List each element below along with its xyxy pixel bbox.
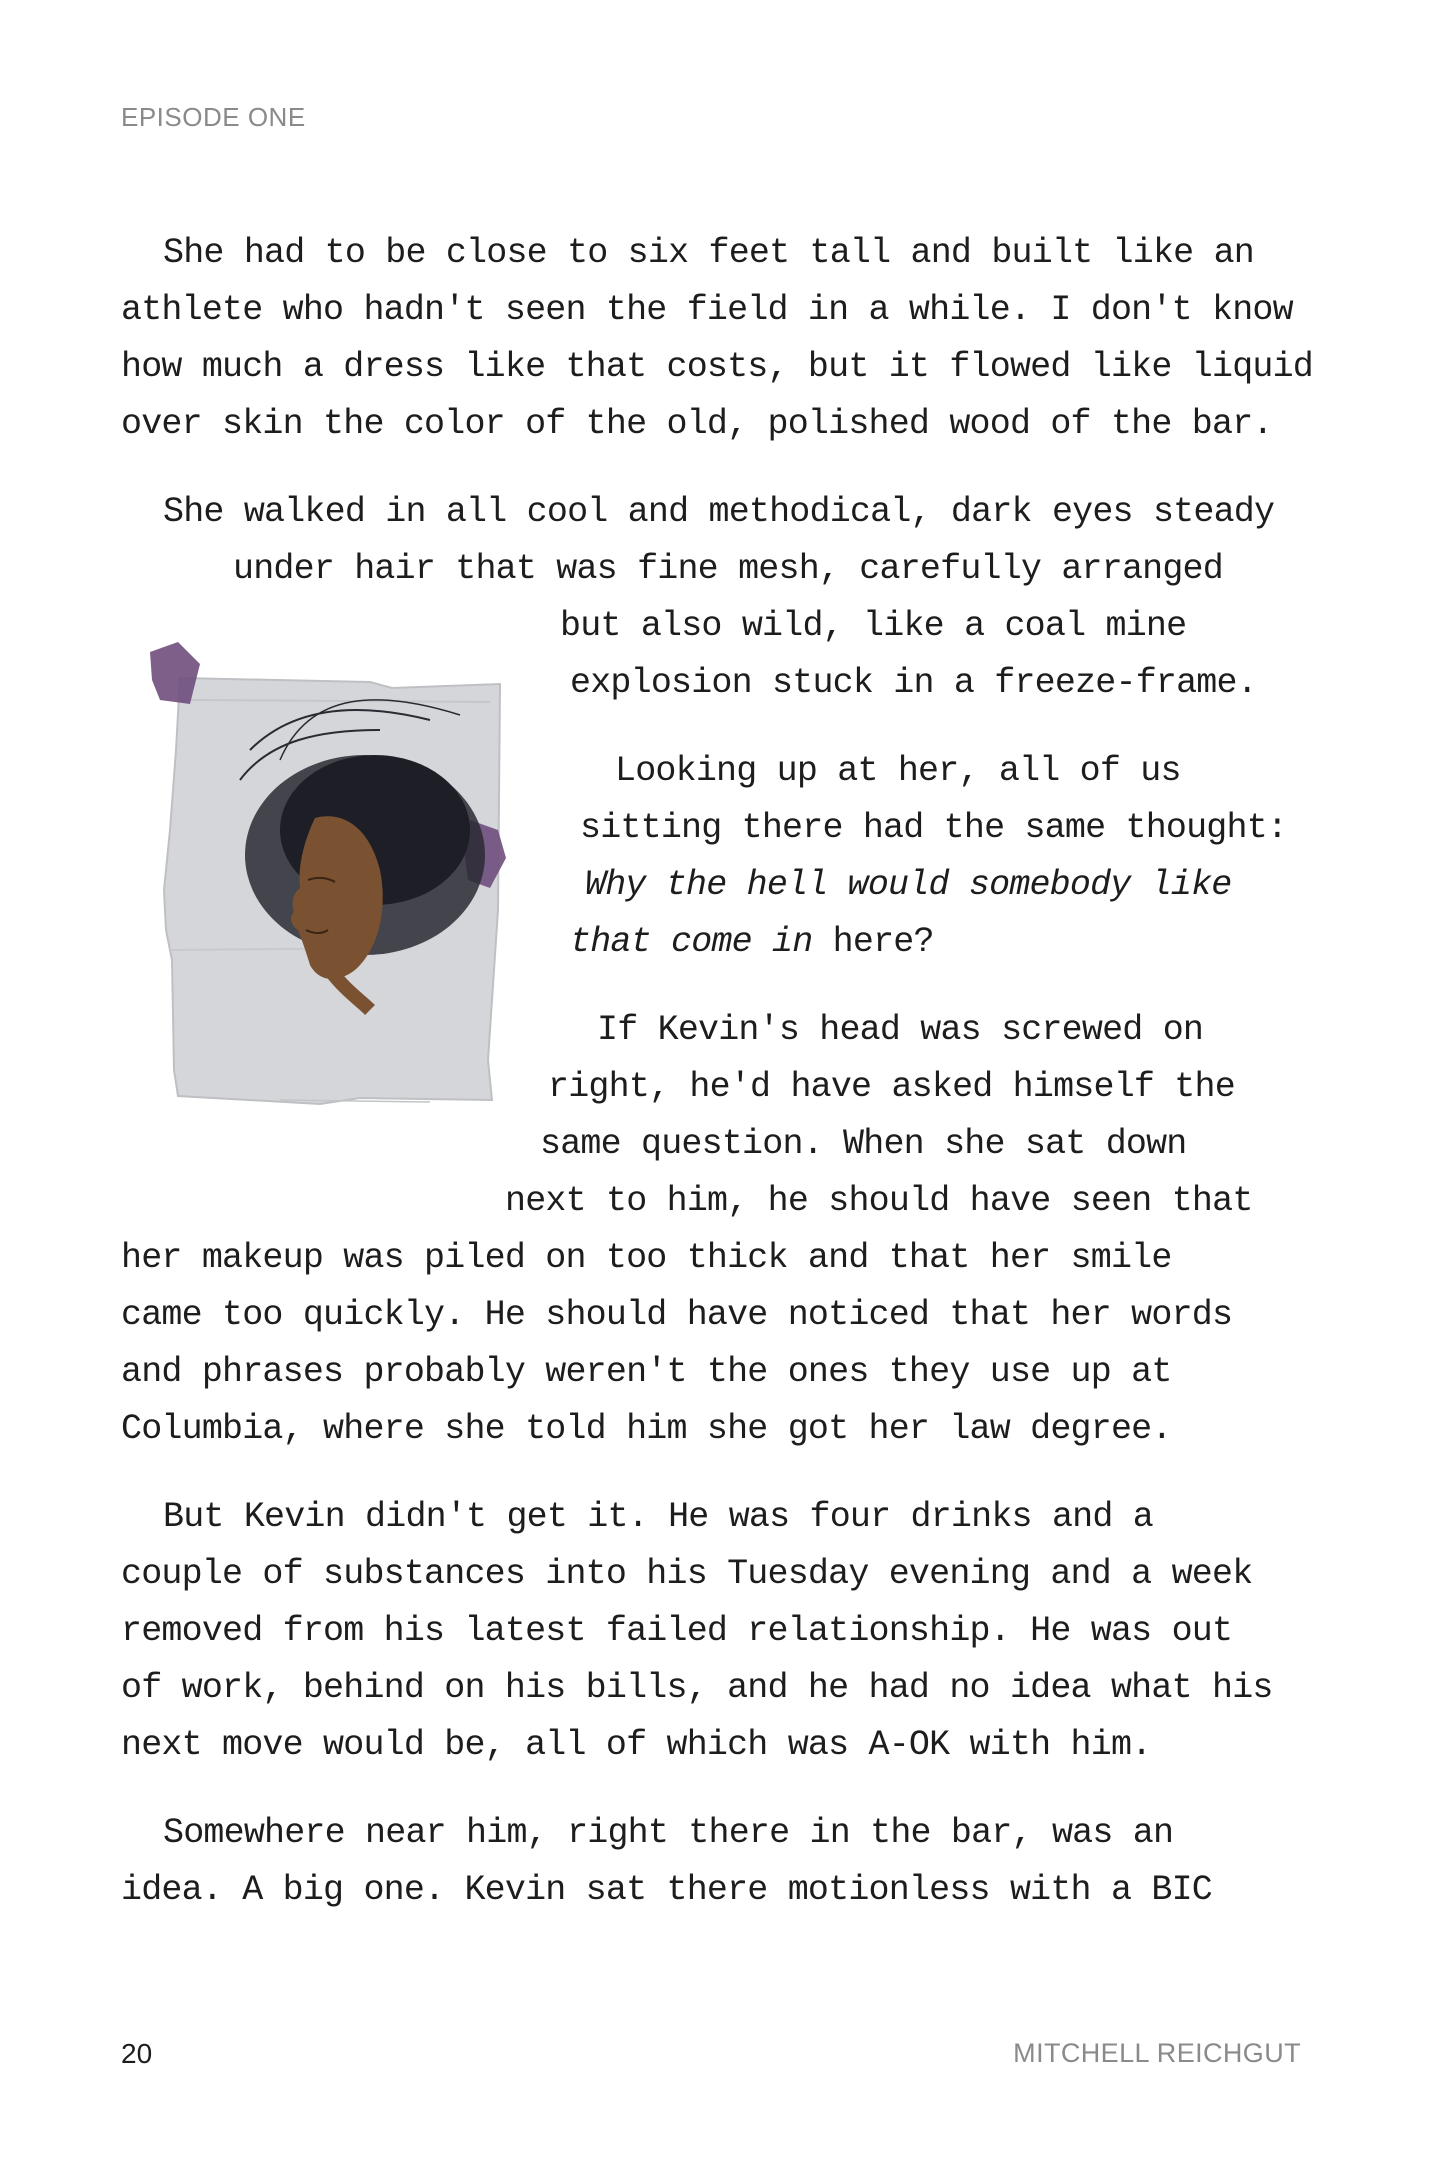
text-line: Somewhere near him, right there in the bar, was an (163, 1813, 1174, 1853)
text-line: next move would be, all of which was A-OK with him. (121, 1725, 1152, 1765)
text-line: Columbia, where she told him she got her law degree. (121, 1409, 1172, 1449)
text-line: athlete who hadn't seen the field in a while. I don't know (121, 290, 1293, 330)
page-number: 20 (121, 2038, 153, 2069)
text-line: If Kevin's head was screwed on (597, 1010, 1204, 1050)
text-line: sitting there had the same thought: (580, 808, 1288, 848)
text-line: Looking up at her, all of us (615, 751, 1181, 791)
text-line: She walked in all cool and methodical, dark eyes steady (163, 492, 1275, 532)
text-line: but also wild, like a coal mine (560, 606, 1187, 646)
text-fragment: here? (812, 922, 934, 962)
napkin-portrait-sketch (130, 630, 525, 1110)
running-header: EPISODE ONE (121, 102, 306, 132)
text-line: right, he'd have asked himself the (548, 1067, 1235, 1107)
text-line: couple of substances into his Tuesday evening and a week (121, 1554, 1253, 1594)
text-line: same question. When she sat down (540, 1124, 1187, 1164)
running-footer-author: MITCHELL REICHGUT (1013, 2038, 1301, 2068)
text-line: of work, behind on his bills, and he had no idea what his (121, 1668, 1273, 1708)
text-line: But Kevin didn't get it. He was four drinks and a (163, 1497, 1153, 1537)
text-italic-fragment: that come in (570, 922, 813, 962)
text-line: idea. A big one. Kevin sat there motionless with a BIC (121, 1870, 1212, 1910)
text-line: and phrases probably weren't the ones they use up at (121, 1352, 1172, 1392)
text-line: She had to be close to six feet tall and built like an (163, 233, 1254, 273)
text-line: under hair that was fine mesh, carefully arranged (233, 549, 1223, 589)
text-line: came too quickly. He should have noticed that her words (121, 1295, 1233, 1335)
text-line-italic: Why the hell would somebody like (585, 865, 1232, 905)
text-line: explosion stuck in a freeze-frame. (570, 663, 1257, 703)
text-line: removed from his latest failed relationship. He was out (121, 1611, 1233, 1651)
text-line: how much a dress like that costs, but it flowed like liquid (121, 347, 1314, 387)
text-line (570, 922, 934, 962)
text-line: her makeup was piled on too thick and that her smile (121, 1238, 1172, 1278)
text-line: next to him, he should have seen that (505, 1181, 1253, 1221)
text-line: over skin the color of the old, polished wood of the bar. (121, 404, 1273, 444)
